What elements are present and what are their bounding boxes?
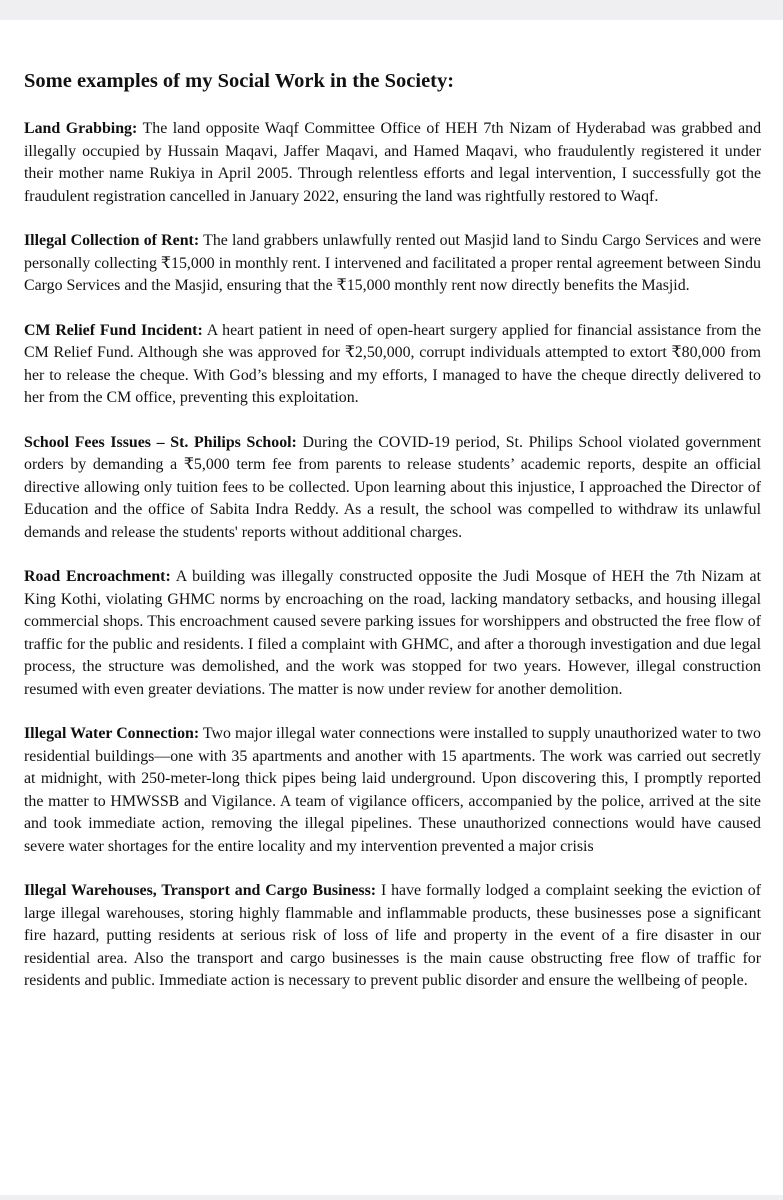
entry-heading: Illegal Collection of Rent: bbox=[24, 232, 200, 249]
entry-illegal-rent bbox=[24, 230, 761, 298]
entry-heading: CM Relief Fund Incident: bbox=[24, 321, 203, 339]
entry-land-grabbing bbox=[24, 118, 761, 208]
entry-road-encroachment bbox=[24, 566, 761, 701]
entry-text: The land grabbers unlawfully rented out Masjid land to Sindu Cargo Services and were personally collecting ₹15,000 in monthly rent. I intervened and facilitated a proper rental agreement between Sindu Cargo Services and the Masjid, ensuring that the ₹15,000 monthly rent now directly benefits the Masjid. bbox=[24, 232, 762, 294]
entry-text: A building was illegally constructed opposite the Judi Mosque of HEH the 7th Nizam at King Kothi, violating GHMC norms by encroaching on the road, lacking mandatory setbacks, and housing illegal commercial shops. This encroachment caused severe parking issues for worshippers and obstructed the free flow of traffic for the public and residents. I filed a complaint with GHMC, and after a thorough investigation and due legal process, the structure was demolished, and the work was stopped for two years. However, illegal construction resumed with even greater deviations. The matter is now under review for another demolition. bbox=[24, 568, 761, 698]
entry-school-fees bbox=[24, 432, 761, 545]
social-work-list bbox=[24, 118, 761, 1015]
entry-text: The land opposite Waqf Committee Office of HEH 7th Nizam of Hyderabad was grabbed and illegally occupied by Hussain Maqavi, Jaffer Maqavi, and Hamed Maqavi, who fraudulently registered it under their mother name Rukiya in April 2005. Through relentless efforts and legal intervention, I successfully got the fraudulent registration cancelled in January 2022, ensuring the land was rightfully restored to Waqf. bbox=[24, 120, 762, 205]
entry-heading: Road Encroachment: bbox=[24, 568, 171, 585]
entry-text: During the COVID-19 period, St. Philips School violated government orders by demanding a ₹5,000 term fee from parents to release students’ academic reports, despite an official directive allowing only tuition fees to be collected. Upon learning about this injustice, I approached the Director of Education and the office of Sabita Indra Reddy. As a result, the school was compelled to withdraw its unlawful demands and release the students' reports without additional charges. bbox=[24, 433, 761, 541]
entry-illegal-water bbox=[24, 723, 761, 858]
entry-illegal-warehouses bbox=[24, 880, 761, 993]
entry-text: A heart patient in need of open-heart surgery applied for financial assistance from the CM Relief Fund. Although she was approved for ₹2,50,000, corrupt individuals attempted to extort ₹80,000 from her to release the cheque. With God’s blessing and my efforts, I managed to have the cheque directly delivered to her from the CM office, preventing this exploitation. bbox=[24, 321, 761, 406]
entry-text: Two major illegal water connections were installed to supply unauthorized water to two residential buildings—one with 35 apartments and another with 15 apartments. The work was carried out secretly at midnight, with 250-meter-long thick pipes being laid underground. Upon discovering this, I promptly reported the matter to HMWSSB and Vigilance. A team of vigilance officers, accompanied by the police, arrived at the site and took immediate action, removing the illegal pipelines. These unauthorized connections would have caused severe water shortages for the entire locality and my intervention prevented a major crisis bbox=[24, 725, 762, 855]
entry-heading: Illegal Warehouses, Transport and Cargo Business: bbox=[24, 882, 377, 899]
entry-heading: School Fees Issues – St. Philips School: bbox=[24, 433, 297, 451]
entry-heading: Land Grabbing: bbox=[24, 120, 138, 137]
entry-heading: Illegal Water Connection: bbox=[24, 725, 200, 742]
entry-cm-relief-fund bbox=[24, 320, 761, 410]
document-title: Some examples of my Social Work in the Society: bbox=[24, 70, 455, 92]
entry-text: I have formally lodged a complaint seeking the eviction of large illegal warehouses, storing highly flammable and inflammable products, these businesses pose a significant fire hazard, putting residents at serious risk of loss of life and property in the event of a fire disaster in our residential area. Also the transport and cargo businesses is the main cause obstructing free flow of traffic for residents and public. Immediate action is necessary to prevent public disorder and ensure the wellbeing of people. bbox=[24, 882, 761, 989]
document-page bbox=[0, 20, 783, 1195]
